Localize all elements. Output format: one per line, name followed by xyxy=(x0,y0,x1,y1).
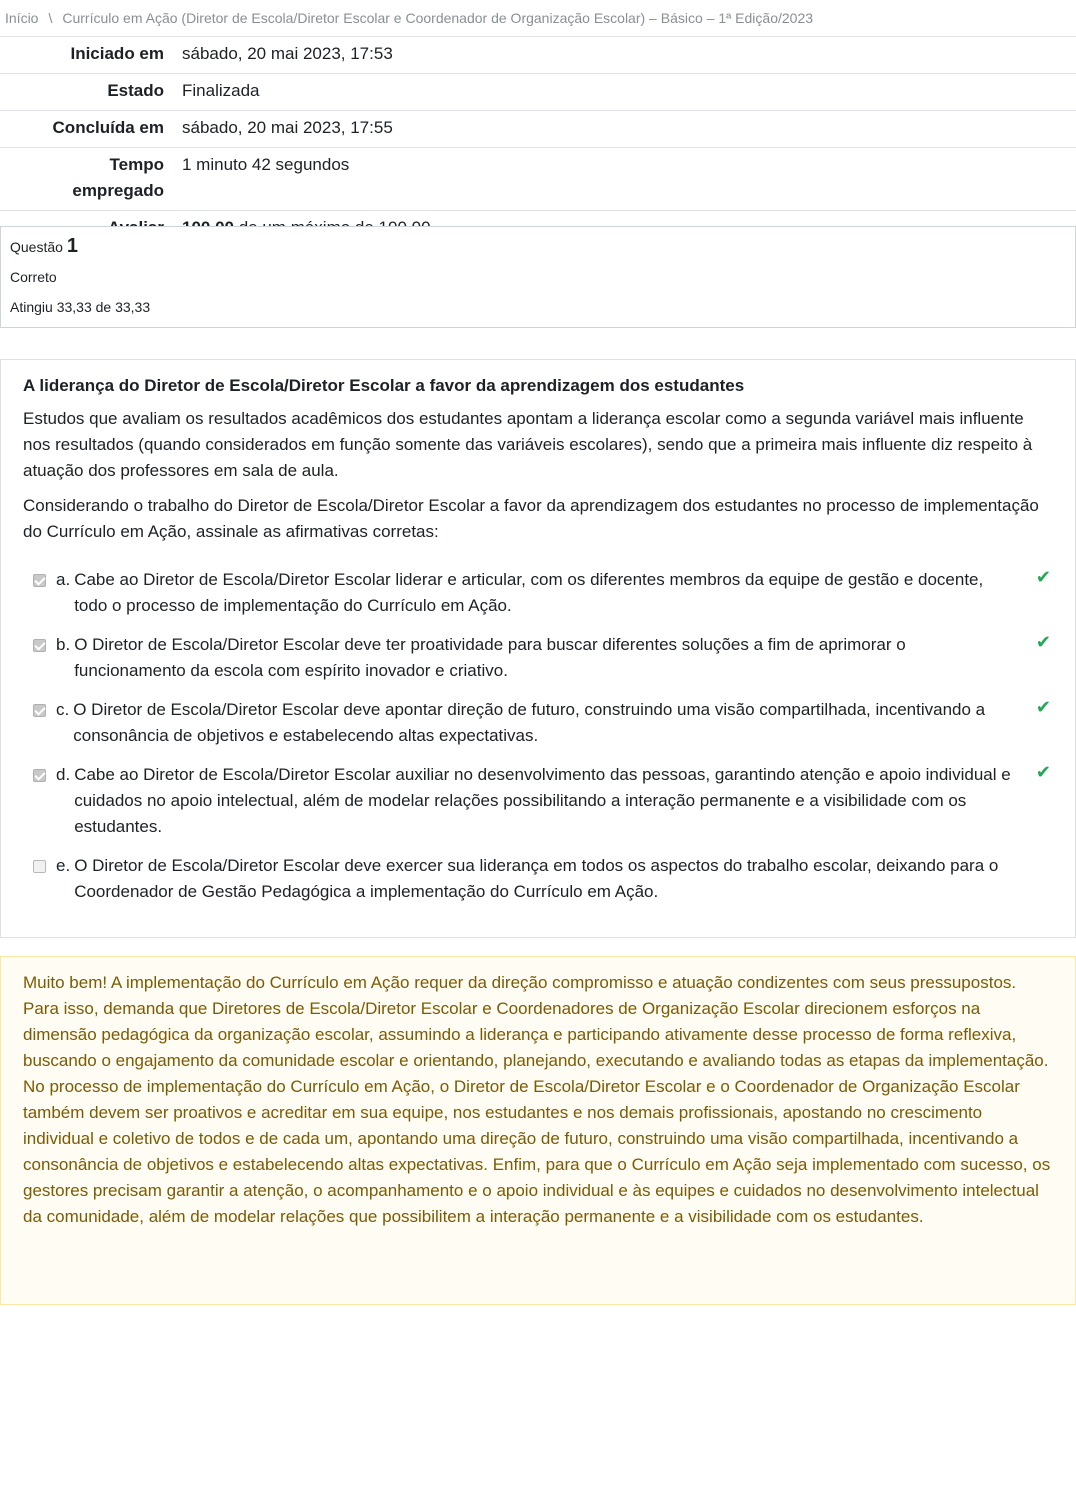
summary-row-time xyxy=(0,148,1076,211)
question-content-panel xyxy=(0,359,1076,938)
breadcrumb-course-link[interactable]: Currículo em Ação (Diretor de Escola/Diretor Escolar e Coordenador de Organização Escolar) – Básico – 1ª Edição/2023 xyxy=(62,10,814,26)
breadcrumb-home-link[interactable]: Início xyxy=(5,10,39,26)
started-label: Iniciado em xyxy=(70,44,164,63)
answer-option-d[interactable] xyxy=(23,762,1053,840)
answer-letter-b: b. xyxy=(56,635,71,654)
summary-row-started xyxy=(0,37,1076,74)
answer-letter-c: c. xyxy=(56,700,70,719)
answer-letter-d: d. xyxy=(56,765,71,784)
answer-checkbox-c[interactable] xyxy=(33,704,46,717)
answer-checkbox-d[interactable] xyxy=(33,769,46,782)
started-value: sábado, 20 mai 2023, 17:53 xyxy=(182,44,393,63)
time-label-line1: Tempo xyxy=(109,155,164,174)
check-icon: ✔ xyxy=(1035,762,1051,782)
answer-text-d: Cabe ao Diretor de Escola/Diretor Escolar auxiliar no desenvolvimento das pessoas, garantindo atenção e apoio individual e cuidados no apoio intelectual, além de modelar relações possibilitando a interação permanente e a visibilidade com os estudantes. xyxy=(74,765,1011,836)
answer-option-c[interactable] xyxy=(23,697,1053,749)
answer-letter-e: e. xyxy=(56,856,71,875)
answer-text-c: O Diretor de Escola/Diretor Escolar deve apontar direção de futuro, construindo uma visão compartilhada, incentivando a consonância de objetivos e estabelecendo altas expectativas. xyxy=(73,700,986,745)
check-icon: ✔ xyxy=(1035,632,1051,652)
time-value: 1 minuto 42 segundos xyxy=(182,155,350,174)
question-state: Correto xyxy=(10,269,57,285)
question-paragraph-2: Considerando o trabalho do Diretor de Escola/Diretor Escolar a favor da aprendizagem dos estudantes no processo de implementação do Currículo em Ação, assinale as afirmativas corretas: xyxy=(23,496,1039,541)
answer-option-a[interactable] xyxy=(23,567,1053,619)
breadcrumb-separator: \ xyxy=(48,10,53,26)
summary-row-completed xyxy=(0,111,1076,148)
summary-row-state xyxy=(0,74,1076,111)
question-grade: Atingiu 33,33 de 33,33 xyxy=(10,299,151,315)
answer-letter-a: a. xyxy=(56,570,71,589)
check-icon: ✔ xyxy=(1035,567,1051,587)
time-label-line2: empregado xyxy=(72,181,164,200)
attempt-summary-table xyxy=(0,36,1076,247)
answer-list xyxy=(23,567,1053,905)
completed-value: sábado, 20 mai 2023, 17:55 xyxy=(182,118,393,137)
state-value: Finalizada xyxy=(182,81,260,100)
completed-label: Concluída em xyxy=(52,118,164,137)
time-label xyxy=(0,148,164,211)
check-icon: ✔ xyxy=(1035,697,1051,717)
question-number xyxy=(10,235,78,258)
answer-checkbox-e[interactable] xyxy=(33,860,46,873)
question-title: A liderança do Diretor de Escola/Diretor Escolar a favor da aprendizagem dos estudantes xyxy=(23,376,745,395)
general-feedback-panel xyxy=(0,956,1076,1305)
answer-text-e: O Diretor de Escola/Diretor Escolar deve exercer sua liderança em todos os aspectos do trabalho escolar, deixando para o Coordenador de Gestão Pedagógica a implementação do Currículo em Ação. xyxy=(74,856,999,901)
answer-option-b[interactable] xyxy=(23,632,1053,684)
question-info-panel xyxy=(0,226,1076,328)
answer-text-b: O Diretor de Escola/Diretor Escolar deve ter proatividade para buscar diferentes soluções a fim de aprimorar o funcionamento da escola com espírito inovador e criativo. xyxy=(74,635,906,680)
feedback-text: Muito bem! A implementação do Currículo em Ação requer da direção compromisso e atuação condizentes com seus pressupostos. Para isso, demanda que Diretores de Escola/Diretor Escolar e Coordenadores de Organização Escolar direcionem esforços na dimensão pedagógica da organização escolar, assumindo a liderança e participando ativamente desse processo de forma reflexiva, buscando o engajamento da comunidade escolar e orientando, planejando, executando e avaliando todas as etapas da implementação. No processo de implementação do Currículo em Ação, o Diretor de Escola/Diretor Escolar e o Coordenador de Organização Escolar também devem ser proativos e acreditar em sua equipe, nos estudantes e nos demais profissionais, apostando no crescimento individual e coletivo de todos e de cada um, apontando uma direção de futuro, construindo uma visão compartilhada, incentivando a consonância de objetivos e estabelecendo altas expectativas. Enfim, para que o Currículo em Ação seja implementado com sucesso, os gestores precisam garantir a atenção, o acompanhamento e o apoio individual e às equipes e cuidados no desenvolvimento intelectual da comunidade, além de modelar relações que possibilitem a interação permanente e a visibilidade com os estudantes. xyxy=(23,973,1051,1226)
question-paragraph-1: Estudos que avaliam os resultados acadêmicos dos estudantes apontam a liderança escolar como a segunda variável mais influente nos resultados (quando considerados em função somente das variáveis escolares), sendo que a primeira mais influente diz respeito à atuação dos professores em sala de aula. xyxy=(23,409,1033,480)
breadcrumb xyxy=(5,10,1071,26)
answer-checkbox-b[interactable] xyxy=(33,639,46,652)
question-label: Questão xyxy=(10,239,63,255)
question-number-value: 1 xyxy=(66,235,78,257)
answer-option-e[interactable] xyxy=(23,853,1053,905)
answer-checkbox-a[interactable] xyxy=(33,574,46,587)
state-label: Estado xyxy=(107,81,164,100)
answer-text-a: Cabe ao Diretor de Escola/Diretor Escolar liderar e articular, com os diferentes membros da equipe de gestão e docente, todo o processo de implementação do Currículo em Ação. xyxy=(74,570,984,615)
